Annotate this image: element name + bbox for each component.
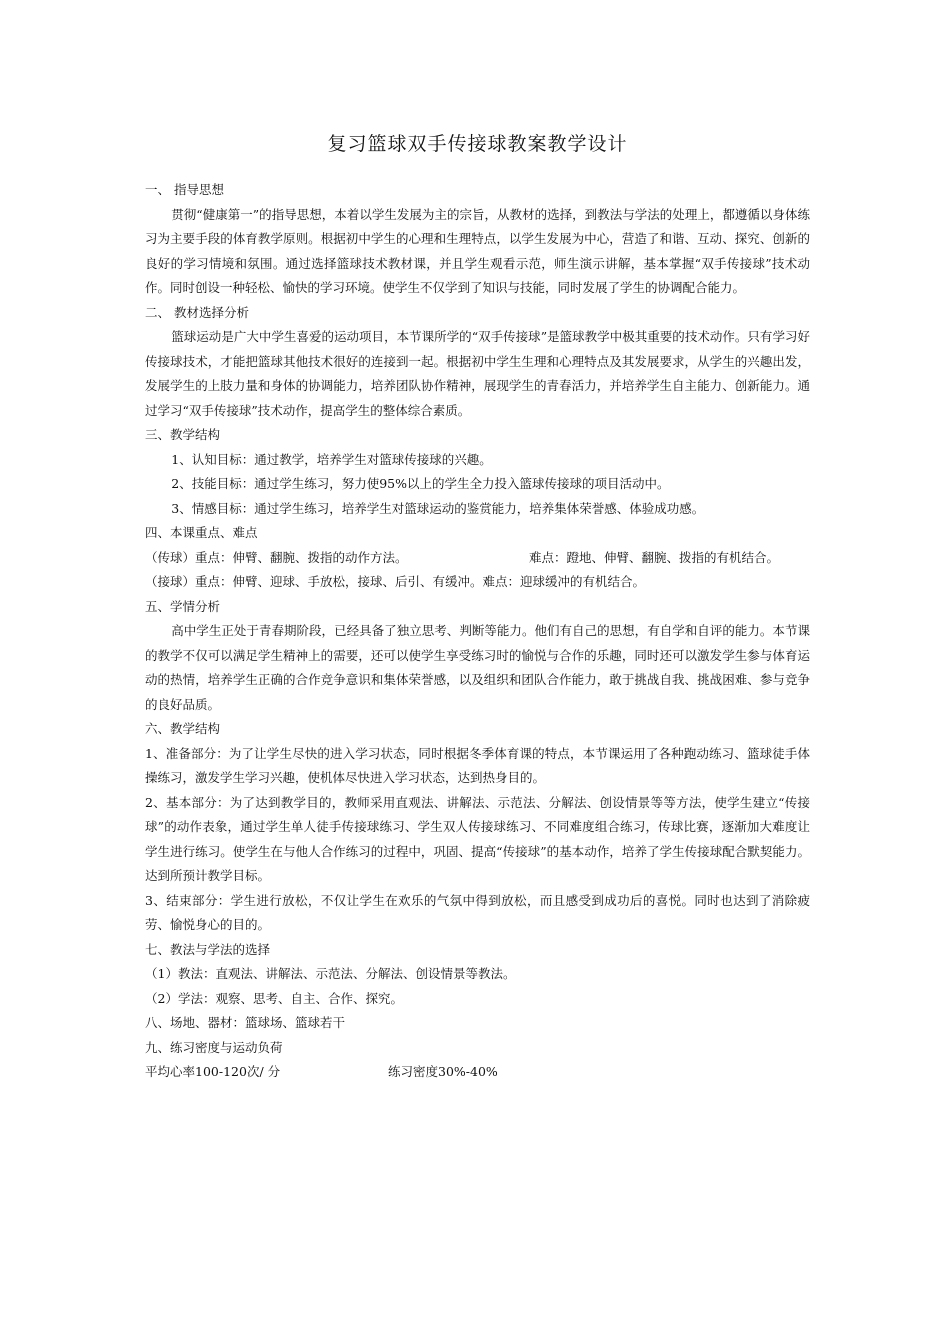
document-page [145, 128, 810, 1085]
document-title: 复习篮球双手传接球教案教学设计 [327, 133, 628, 155]
section-6-part-3: 3、结束部分：学生进行放松，不仅让学生在欢乐的气氛中得到放松，而且感受到成功后的喜悦。同时也达到了消除疲劳、愉悦身心的目的。 [145, 892, 810, 932]
section-5-body: 高中学生正处于青春期阶段，已经具备了独立思考、判断等能力。他们有自己的思想，有自学和自评的能力。本节课的教学不仅可以满足学生精神上的需要，还可以使学生享受练习时的愉悦与合作的乐趣，同时还可以激发学生参与体育运动的热情，培养学生正确的合作竞争意识和集体荣誉感，以及组织和团队合作能力，敢于挑战自我、挑战困难、参与竞争的良好品质。 [145, 623, 810, 712]
section-3-item: 3、情感目标：通过学生练习，培养学生对篮球运动的鉴赏能力，培养集体荣誉感、体验成功感。 [171, 500, 705, 516]
heart-rate: 平均心率100-120次/ 分 [145, 1064, 281, 1079]
pass-key-point: （传球）重点：伸臂、翻腕、拨指的动作方法。 [145, 549, 408, 565]
pass-difficulty: 难点：蹬地、伸臂、翻腕、拨指的有机结合。 [529, 549, 780, 565]
section-5-heading: 五、学情分析 [145, 598, 221, 614]
section-3-item: 1、认知目标：通过教学，培养学生对篮球传接球的兴趣。 [171, 451, 492, 467]
section-2-heading: 二、 教材选择分析 [145, 304, 249, 320]
section-6-heading: 六、教学结构 [145, 721, 221, 736]
section-4-heading: 四、本课重点、难点 [145, 525, 258, 540]
section-6-part-1: 1、准备部分：为了让学生尽快的进入学习状态，同时根据冬季体育课的特点，本节课运用了各种跑动练习、篮球徒手体操练习，激发学生学习兴趣，使机体尽快进入学习状态，达到热身目的。 [145, 745, 810, 785]
section-9-heading: 九、练习密度与运动负荷 [145, 1039, 283, 1055]
section-8-heading: 八、场地、器材：篮球场、篮球若干 [145, 1015, 346, 1030]
section-1-heading: 一、 指导思想 [145, 182, 224, 197]
section-2-body: 篮球运动是广大中学生喜爱的运动项目，本节课所学的“双手传接球”是篮球教学中极其重要的技术动作。只有学习好传接球技术，才能把篮球其他技术很好的连接到一起。根据初中学生生理和心理特点及其发展要求，从学生的兴趣出发，发展学生的上肢力量和身体的协调能力，培养团队协作精神，展现学生的青春活力，并培养学生自主能力、创新能力。通过学习“双手传接球”技术动作，提高学生的整体综合素质。 [145, 329, 810, 418]
pass-key-points-row [145, 546, 810, 571]
section-7-item: （1）教法：直观法、讲解法、示范法、分解法、创设情景等教法。 [145, 966, 516, 981]
section-6-part-2: 2、基本部分：为了达到教学目的，教师采用直观法、讲解法、示范法、分解法、创设情景等等方法，使学生建立“传接球”的动作表象，通过学生单人徒手传接球练习、学生双人传接球练习、不同难度组合练习，传球比赛，逐渐加大难度让学生进行练习。使学生在与他人合作练习的过程中，巩固、提高“传接球”的基本动作，培养了学生传接球配合默契能力。达到所预计教学目标。 [145, 794, 810, 883]
section-7-item: （2）学法：观察、思考、自主、合作、探究。 [145, 990, 403, 1006]
section-7-heading: 七、教法与学法的选择 [145, 941, 271, 957]
section-1-body: 贯彻“健康第一”的指导思想，本着以学生发展为主的宗旨，从教材的选择，到教法与学法的处理上，都遵循以身体练习为主要手段的体育教学原则。根据初中学生的心理和生理特点，以学生发展为中心，营造了和谐、互动、探究、创新的良好的学习情境和氛围。通过选择篮球技术教材课，并且学生观看示范，师生演示讲解，基本掌握“双手传接球”技术动作。同时创设一种轻松、愉快的学习环境。使学生不仅学到了知识与技能，同时发展了学生的协调配合能力。 [145, 206, 810, 295]
practice-density: 练习密度30%-40% [388, 1064, 498, 1079]
load-row [145, 1060, 810, 1085]
section-3-item: 2、技能目标：通过学生练习，努力使95%以上的学生全力投入篮球传接球的项目活动中。 [171, 476, 670, 491]
catch-key-points: （接球）重点：伸臂、迎球、手放松，接球、后引、有缓冲。难点：迎球缓冲的有机结合。 [145, 574, 646, 589]
section-3-heading: 三、教学结构 [145, 427, 221, 442]
